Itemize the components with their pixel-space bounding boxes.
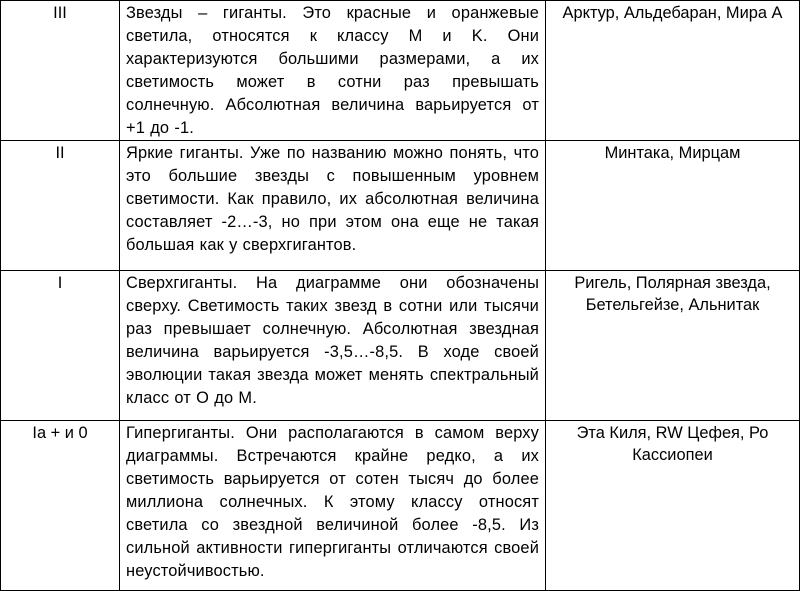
description-cell bbox=[120, 421, 546, 591]
class-description: Звезды – гиганты. Это красные и оранжевые светила, относятся к классу M и K. Они характеризуются большими размерами, а их светимость может в сотни раз превышать солнечную. Абсолютная величина варьируется от +1 до -1. bbox=[126, 4, 539, 137]
examples-cell bbox=[546, 1, 800, 141]
class-description: Яркие гиганты. Уже по названию можно понять, что это большие звезды с повышенным уровнем светимости. Как правило, их абсолютная величина составляет -2…-3, но при этом она еще не такая большая как у сверхгигантов. bbox=[126, 144, 539, 254]
description-cell bbox=[120, 1, 546, 141]
star-examples: Эта Киля, RW Цефея, Ро Кассиопеи bbox=[576, 424, 769, 464]
luminosity-class: Ia + и 0 bbox=[32, 424, 88, 442]
star-examples: Арктур, Альдебаран, Мира А bbox=[562, 4, 783, 22]
table-row bbox=[1, 1, 800, 141]
class-description: Сверхгиганты. На диаграмме они обозначены сверху. Светимость таких звезд в сотни или тысячи раз превышает солнечную. Абсолютная звездная величина варьируется -3,5…-8,5. В ходе своей эволюции такая звезда может менять спектральный класс от O до M. bbox=[126, 274, 539, 407]
description-cell bbox=[120, 141, 546, 271]
examples-cell bbox=[546, 421, 800, 591]
star-examples: Ригель, Полярная звезда, Бетельгейзе, Альнитак bbox=[574, 274, 771, 314]
luminosity-class-cell bbox=[1, 1, 120, 141]
luminosity-class: I bbox=[57, 274, 63, 292]
table-row bbox=[1, 141, 800, 271]
luminosity-class-cell bbox=[1, 141, 120, 271]
luminosity-class: III bbox=[53, 4, 67, 22]
luminosity-class-cell bbox=[1, 421, 120, 591]
star-examples: Минтака, Мирцам bbox=[604, 144, 741, 162]
luminosity-class: II bbox=[55, 144, 65, 162]
luminosity-class-cell bbox=[1, 271, 120, 421]
examples-cell bbox=[546, 141, 800, 271]
class-description: Гипергиганты. Они располагаются в самом верху диаграммы. Встречаются крайне редко, а их светимость варьируется от сотен тысяч до более миллиона солнечных. К этому классу относят светила со звездной величиной более -8,5. Из сильной активности гипергиганты отличаются своей неустойчивостью. bbox=[126, 424, 539, 580]
table-row bbox=[1, 271, 800, 421]
description-cell bbox=[120, 271, 546, 421]
table-row bbox=[1, 421, 800, 591]
examples-cell bbox=[546, 271, 800, 421]
